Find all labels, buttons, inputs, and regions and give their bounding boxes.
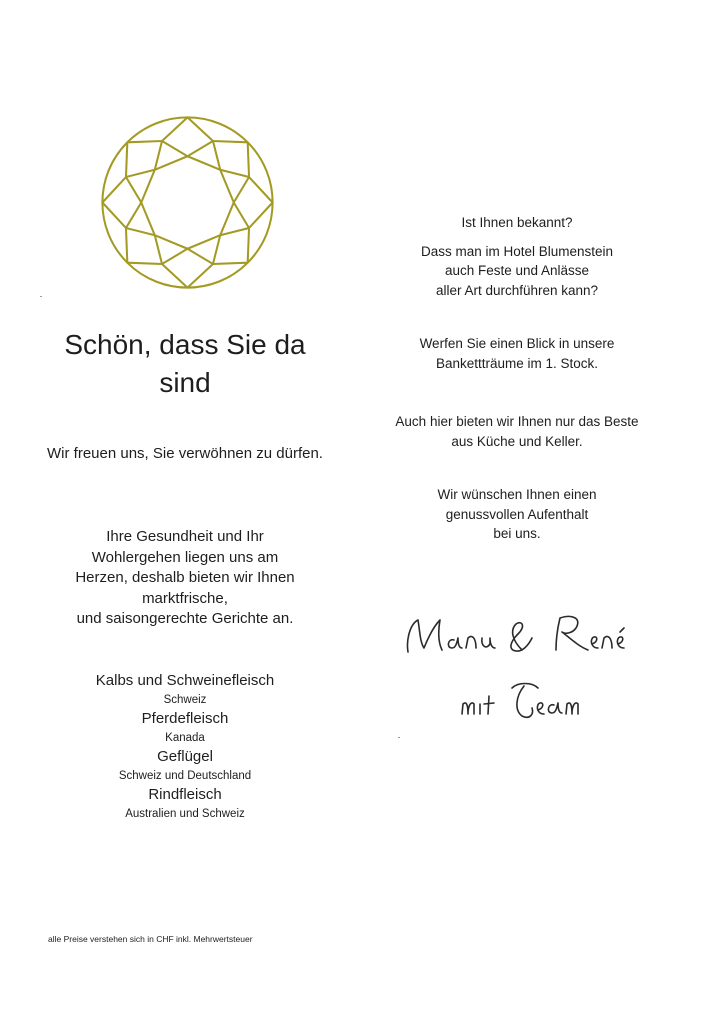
price-note: alle Preise verstehen sich in CHF inkl. Mehrwertsteuer: [48, 934, 253, 944]
meat-origin: Australien und Schweiz: [125, 808, 245, 820]
health-line: Wohlergehen liegen uns am: [91, 548, 279, 566]
quality-line: aus Küche und Keller.: [451, 433, 583, 449]
page-title: Schön, dass Sie da sind: [64, 329, 306, 398]
info-question: Ist Ihnen bekannt?: [461, 215, 573, 230]
stray-dot: [40, 296, 42, 297]
wish-paragraph: [362, 485, 672, 544]
info-paragraph: [362, 242, 672, 301]
health-line: marktfrische,: [142, 589, 228, 607]
meat-type: Geflügel: [157, 748, 213, 765]
wish-line: bei uns.: [493, 526, 541, 541]
meat-origin: Kanada: [165, 732, 205, 744]
meat-type: Kalbs und Schweinefleisch: [95, 672, 275, 689]
meat-origin-list: [40, 671, 330, 823]
health-line: Ihre Gesundheit und Ihr: [106, 528, 264, 545]
bankett-paragraph: [362, 334, 672, 373]
info-line: Dass man im Hotel Blumenstein: [420, 243, 614, 259]
info-line: auch Feste und Anlässe: [444, 263, 590, 278]
meat-origin: Schweiz und Deutschland: [118, 770, 252, 782]
health-paragraph: [40, 527, 330, 630]
welcome-text: Wir freuen uns, Sie verwöhnen zu dürfen.: [47, 445, 323, 462]
handwritten-signature: [362, 604, 672, 729]
bankett-line: Bankettträume im 1. Stock.: [435, 355, 599, 371]
meat-type: Rindfleisch: [148, 786, 222, 803]
health-line: Herzen, deshalb bieten wir Ihnen: [75, 569, 295, 586]
info-column: [362, 213, 672, 544]
info-line: aller Art durchführen kann?: [435, 282, 599, 298]
stray-dot: [398, 737, 400, 738]
wish-line: genussvollen Aufenthalt: [445, 506, 589, 522]
meat-origin: Schweiz: [163, 694, 207, 706]
meat-type: Pferdefleisch: [141, 710, 229, 727]
quality-paragraph: [362, 412, 672, 451]
diamond-star-emblem-icon: [95, 110, 280, 295]
health-line: und saisongerechte Gerichte an.: [76, 610, 294, 627]
bankett-line: Werfen Sie einen Blick in unsere: [419, 336, 615, 351]
wish-line: Wir wünschen Ihnen einen: [437, 487, 597, 502]
quality-line: Auch hier bieten wir Ihnen nur das Beste: [395, 414, 639, 429]
